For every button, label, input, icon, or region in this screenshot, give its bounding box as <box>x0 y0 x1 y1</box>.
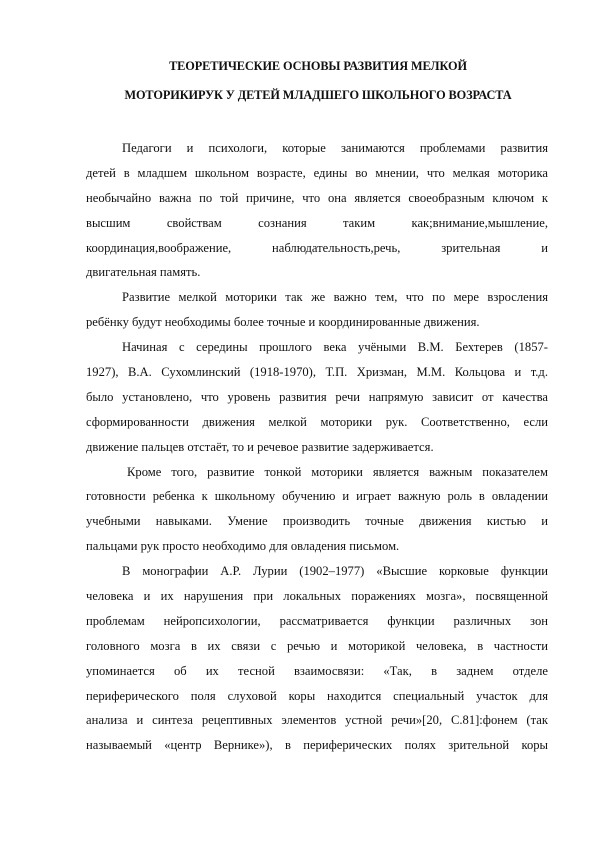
text-line: проблемам нейропсихологии, рассматривается функции различных зон <box>86 613 548 628</box>
document-body <box>86 136 548 758</box>
text-line: координация,воображение, наблюдательность,речь, зрительная и <box>86 240 548 255</box>
text-line: необычайно важна по той причине, что она является своеобразным ключом к <box>86 190 548 205</box>
text-line: детей в младшем школьном возрасте, едины во мнении, что мелкая моторика <box>86 165 548 180</box>
text-line: движение пальцев отстаёт, то и речевое развитие задерживается. <box>86 439 434 454</box>
text-line: ребёнку будут необходимы более точные и координированные движения. <box>86 315 480 330</box>
text-line: периферического поля слуховой коры находится специальный участок для <box>86 688 548 703</box>
text-line: анализа и синтеза рецептивных элементов устной речи»[20, С.81]:фонем (так <box>86 713 548 728</box>
text-line: 1927), В.А. Сухомлинский (1918-1970), Т.П. Хризман, М.М. Кольцова и т.д. <box>86 365 548 380</box>
title-line-2: МОТОРИКИРУК У ДЕТЕЙ МЛАДШЕГО ШКОЛЬНОГО ВОЗРАСТА <box>124 88 512 102</box>
text-line: упоминается об их тесной взаимосвязи: «Так, в заднем отделе <box>86 663 548 678</box>
text-line: называемый «центр Вернике»), в периферических полях зрительной коры <box>86 738 548 753</box>
text-line: Педагоги и психологи, которые занимаются проблемами развития <box>122 141 548 155</box>
text-line: Развитие мелкой моторики так же важно тем, что по мере взросления <box>122 290 548 305</box>
document-title <box>86 52 550 110</box>
paragraph-4 <box>86 460 548 560</box>
text-line: сформированности движения мелкой моторики рук. Соответственно, если <box>86 414 548 429</box>
text-line: готовности ребенка к школьному обучению и играет важную роль в овладении <box>86 489 548 504</box>
text-line: головного мозга в их связи с речью и моторикой человека, в частности <box>86 638 548 653</box>
text-line: двигательная память. <box>86 265 201 280</box>
text-line: учебными навыками. Умение производить точные движения кистью и <box>86 514 548 529</box>
text-line: было установлено, что уровень развития речи напрямую зависит от качества <box>86 389 548 404</box>
paragraph-5 <box>86 559 548 758</box>
title-line-1: ТЕОРЕТИЧЕСКИЕ ОСНОВЫ РАЗВИТИЯ МЕЛКОЙ <box>169 59 467 73</box>
text-line: Кроме того, развитие тонкой моторики является важным показателем <box>127 464 548 479</box>
paragraph-1 <box>86 136 548 285</box>
text-line: Начиная с середины прошлого века учёными В.М. Бехтерев (1857- <box>122 340 548 355</box>
text-line: пальцами рук просто необходимо для овладения письмом. <box>86 539 400 554</box>
text-line: человека и их нарушения при локальных поражениях мозга», посвященной <box>86 589 548 604</box>
paragraph-3 <box>86 335 548 459</box>
text-line: В монографии А.Р. Лурии (1902–1977) «Высшие корковые функции <box>122 564 548 579</box>
paragraph-2 <box>86 285 548 335</box>
text-line: высшим свойствам сознания таким как;внимание,мышление, <box>86 215 548 230</box>
